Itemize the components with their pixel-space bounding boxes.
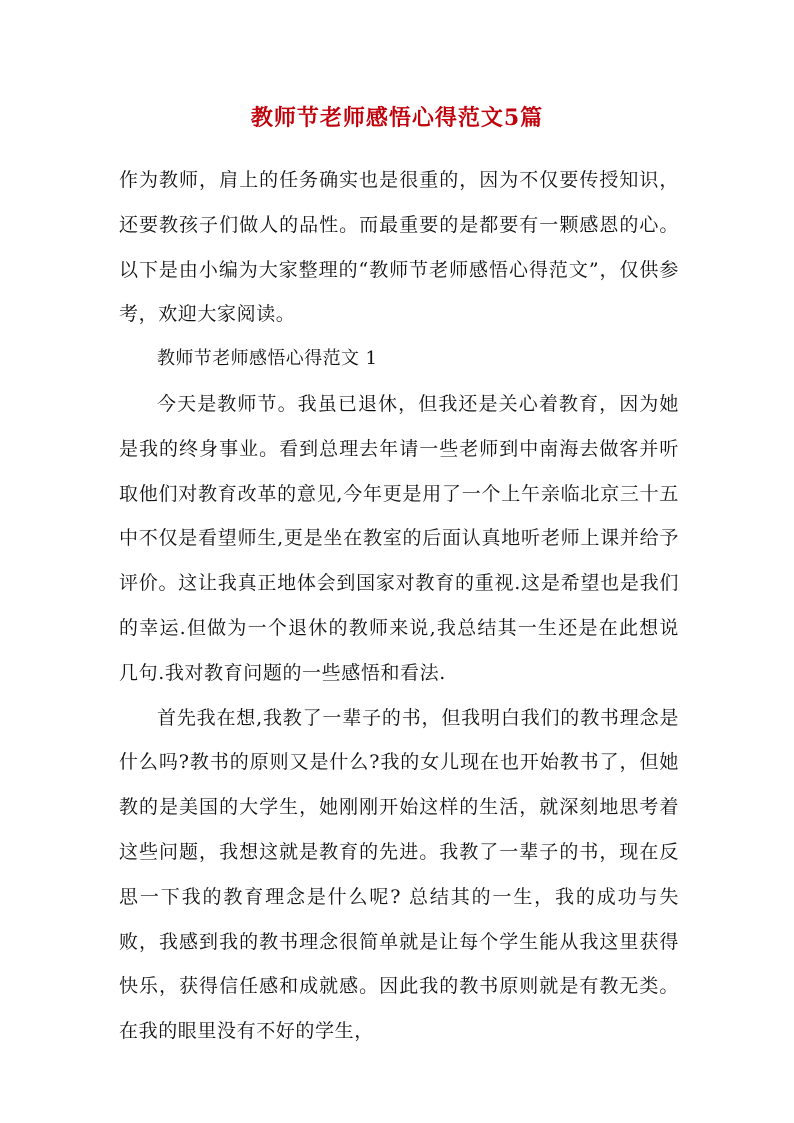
body-paragraph: 首先我在想,我教了一辈子的书，但我明白我们的教书理念是什么吗?教书的原则又是什么?我的女儿现在也开始教书了，但她教的是美国的大学生，她刚刚开始这样的生活，就深刻地思考着这些问题，我想这就是教育的先进。我教了一辈子的书，现在反思一下我的教育理念是什么呢? 总结其的一生，我的成功与失败，我感到我的教书理念很简单就是让每个学生能从我这里获得快乐，获得信任感和成就感。因此我的教书原则就是有教无类。在我的眼里没有不好的学生， [119, 706, 679, 1043]
body-paragraph: 今天是教师节。我虽已退休，但我还是关心着教育，因为她是我的终身事业。看到总理去年请一些老师到中南海去做客并听取他们对教育改革的意见,今年更是用了一个上午亲临北京三十五中不仅是看望师生,更是坐在教室的后面认真地听老师上课并给予评价。这让我真正地体会到国家对教育的重视.这是希望也是我们的幸运.但做为一个退休的教师来说,我总结其一生还是在此想说几句.我对教育问题的一些感悟和看法. [119, 392, 679, 684]
document-title: 教师节老师感悟心得范文5篇 [250, 105, 544, 131]
intro-paragraph: 作为教师，肩上的任务确实也是很重的，因为不仅要传授知识，还要教孩子们做人的品性。而最重要的是都要有一颗感恩的心。以下是由小编为大家整理的“教师节老师感悟心得范文”，仅供参考，欢迎大家阅读。 [119, 169, 679, 326]
document-body [119, 158, 679, 1054]
section-heading: 教师节老师感悟心得范文 1 [157, 348, 378, 370]
